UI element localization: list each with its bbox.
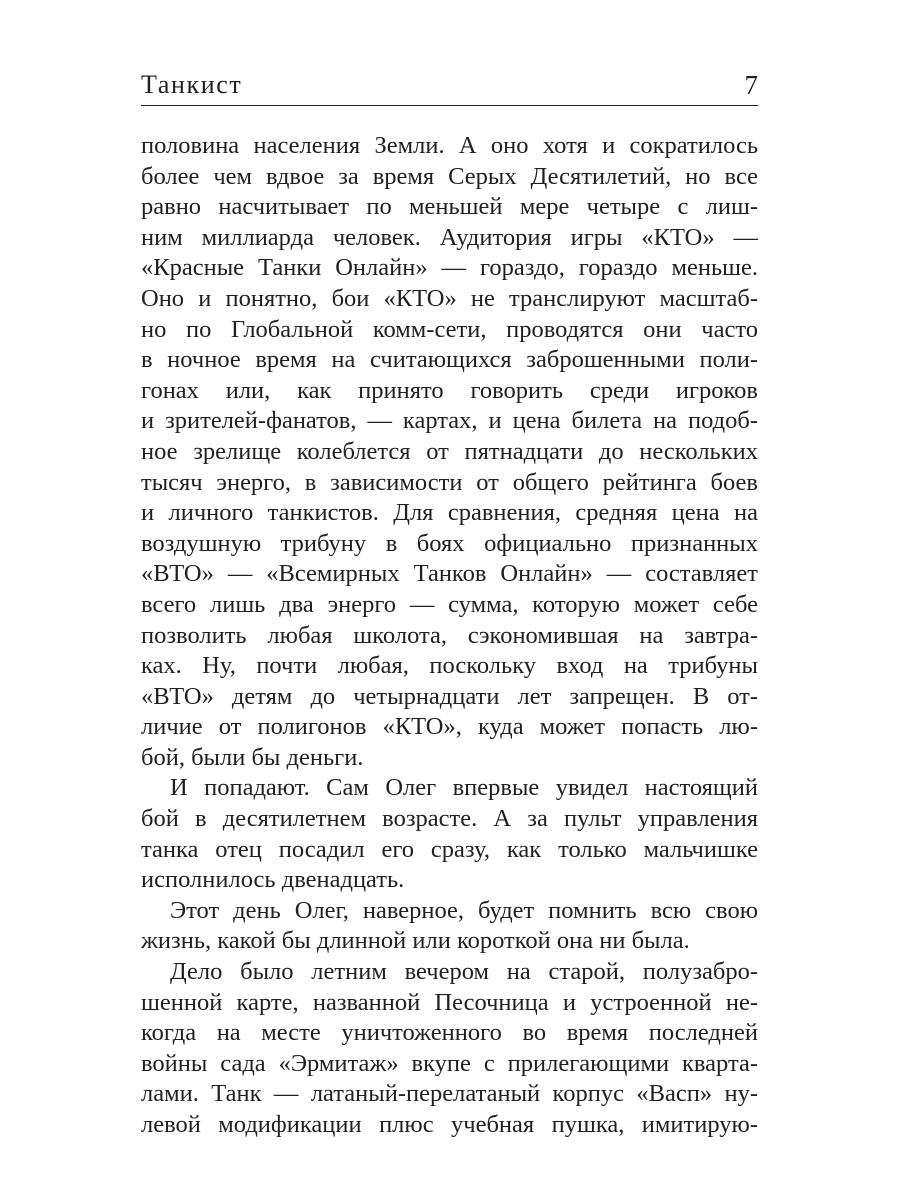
text-line: ним миллиарда человек. Аудитория игры «КТО» — <box>141 223 758 251</box>
text-line: «Красные Танки Онлайн» — гораздо, гораздо меньше. <box>141 254 758 282</box>
text-line: «ВТО» — «Всемирных Танков Онлайн» — составляет <box>141 560 758 588</box>
text-line: тысяч энерго, в зависимости от общего рейтинга боев <box>141 468 758 496</box>
text-line: исполнилось двенадцать. <box>141 866 405 894</box>
text-line: шенной карте, названной Песочница и устроенной не- <box>141 988 758 1016</box>
text-line: лами. Танк — латаный-перелатаный корпус «Васп» ну- <box>141 1080 758 1108</box>
text-line: войны сада «Эрмитаж» вкупе с прилегающими кварта- <box>141 1049 758 1077</box>
text-line: И попадают. Сам Олег впервые увидел настоящий <box>170 774 758 802</box>
text-line: и зрителей-фанатов, — картах, и цена билета на подоб- <box>141 407 758 435</box>
text-line: ках. Ну, почти любая, поскольку вход на трибуны <box>141 652 758 680</box>
text-line: бой, были бы деньги. <box>141 743 364 771</box>
text-line: левой модификации плюс учебная пушка, имитирую- <box>141 1111 758 1138</box>
body-text <box>141 131 758 1141</box>
text-line: ное зрелище колеблется от пятнадцати до нескольких <box>141 437 758 465</box>
text-line: когда на месте уничтоженного во время последней <box>141 1019 758 1047</box>
text-line: бой в десятилетнем возрасте. А за пульт управления <box>141 805 758 833</box>
text-line: «ВТО» детям до четырнадцати лет запрещен. В от- <box>141 682 758 710</box>
text-line: всего лишь два энерго — сумма, которую может себе <box>141 590 758 618</box>
text-line: личие от полигонов «КТО», куда может попасть лю- <box>141 713 758 741</box>
text-line: более чем вдвое за время Серых Десятилетий, но все <box>141 162 758 190</box>
text-line: Оно и понятно, бои «КТО» не транслируют масштаб- <box>141 284 758 312</box>
running-title: Танкист <box>141 70 243 99</box>
text-line: Дело было летним вечером на старой, полузабро- <box>170 958 758 986</box>
text-line: но по Глобальной комм-сети, проводятся они часто <box>141 315 758 343</box>
text-line: позволить любая школота, сэкономившая на завтра- <box>141 621 758 649</box>
text-line: гонах или, как принято говорить среди игроков <box>141 376 758 404</box>
text-line: и личного танкистов. Для сравнения, средняя цена на <box>141 499 758 527</box>
page-header <box>141 70 758 106</box>
text-line: в ночное время на считающихся заброшенными поли- <box>141 346 758 374</box>
text-line: танка отец посадил его сразу, как только мальчишке <box>141 835 758 863</box>
text-line: равно насчитывает по меньшей мере четыре с лиш- <box>141 193 758 221</box>
text-line: воздушную трибуну в боях официально признанных <box>141 529 758 557</box>
text-line: половина населения Земли. А оно хотя и сократилось <box>141 132 758 159</box>
text-line: жизнь, какой бы длинной или короткой она ни была. <box>141 927 690 955</box>
page-number: 7 <box>744 70 758 100</box>
header-rule <box>141 105 758 106</box>
text-line: Этот день Олег, наверное, будет помнить всю свою <box>170 896 758 924</box>
